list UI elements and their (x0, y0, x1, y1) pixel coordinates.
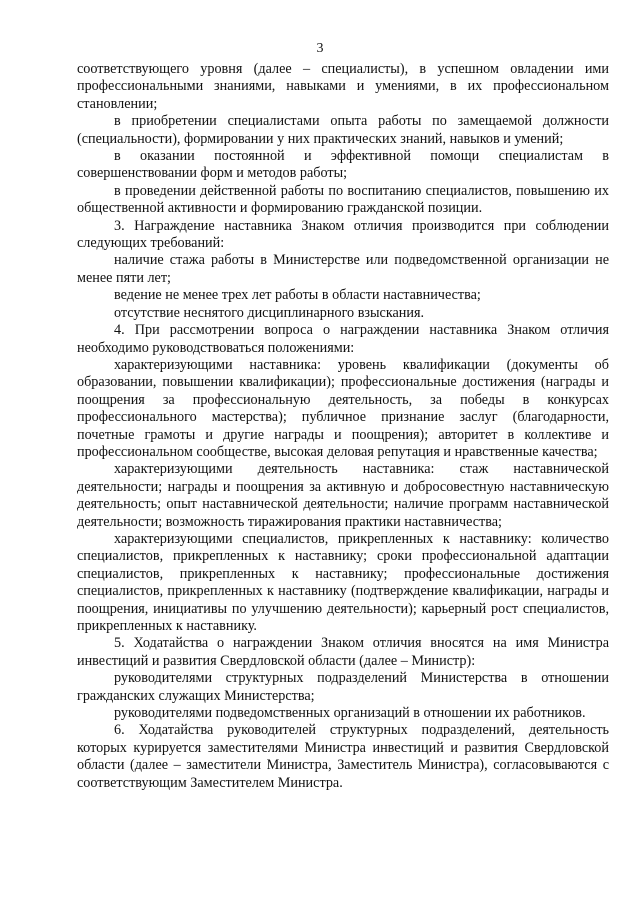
paragraph: соответствующего уровня (далее – специалисты), в успешном овладении ими профессиональными знаниями, навыками и умениями, в их профессиональном становлении; (77, 61, 609, 112)
paragraph: 5. Ходатайства о награждении Знаком отличия вносятся на имя Министра инвестиций и развития Свердловской области (далее – Министр): (77, 635, 609, 669)
document-body (77, 61, 609, 792)
paragraph: руководителями структурных подразделений Министерства в отношении гражданских служащих Министерства; (77, 670, 609, 704)
paragraph: в проведении действенной работы по воспитанию специалистов, повышению их общественной активности и формированию гражданской позиции. (77, 182, 609, 217)
paragraph: руководителями подведомственных организаций в отношении их работников. (114, 705, 586, 722)
paragraph: 3. Награждение наставника Знаком отличия производится при соблюдении следующих требований: (77, 217, 609, 252)
page-number: 3 (316, 41, 324, 56)
paragraph: в приобретении специалистами опыта работы по замещаемой должности (специальности), формировании у них практических знаний, навыков и умений; (77, 113, 609, 147)
paragraph: отсутствие неснятого дисциплинарного взыскания. (114, 304, 425, 321)
paragraph: 4. При рассмотрении вопроса о награждении наставника Знаком отличия необходимо руководствоваться положениями: (77, 322, 609, 356)
paragraph: в оказании постоянной и эффективной помощи специалистам в совершенствовании форм и методов работы; (77, 148, 609, 182)
paragraph: характеризующими деятельность наставника: стаж наставнической деятельности; награды и поощрения за активную и добросовестную наставническую деятельность; опыт наставнической деятельности; наличие программ наставнической деятельности; возможность тиражирования практики наставничества; (77, 461, 609, 530)
paragraph: 6. Ходатайства руководителей структурных подразделений, деятельность которых курируется заместителями Министра инвестиций и развития Свердловской области (далее – заместители Министра, Заместитель Министра), согласовываются с соответствующим Заместителем Министра. (77, 722, 609, 791)
paragraph: наличие стажа работы в Министерстве или подведомственной организации не менее пяти лет; (77, 252, 609, 286)
paragraph: характеризующими специалистов, прикрепленных к наставнику: количество специалистов, прикрепленных к наставнику; сроки профессиональной адаптации специалистов, прикрепленных к наставнику; профессиональные достижения специалистов, прикрепленных к наставнику (подтверждение квалификации, награды и поощрения, инициативы по улучшению деятельности); карьерный рост специалистов, прикрепленных к наставнику. (77, 530, 609, 634)
paragraph: ведение не менее трех лет работы в области наставничества; (114, 287, 481, 304)
paragraph: характеризующими наставника: уровень квалификации (документы об образовании, повышении квалификации); профессиональные достижения (награды и поощрения за профессиональную деятельность, за победы в конкурсах профессионального мастерства); публичное признание заслуг (благодарности, почетные грамоты и другие награды и поощрения); авторитет в коллективе и профессиональном сообществе, высокая деловая репутация и нравственные качества; (77, 356, 609, 460)
